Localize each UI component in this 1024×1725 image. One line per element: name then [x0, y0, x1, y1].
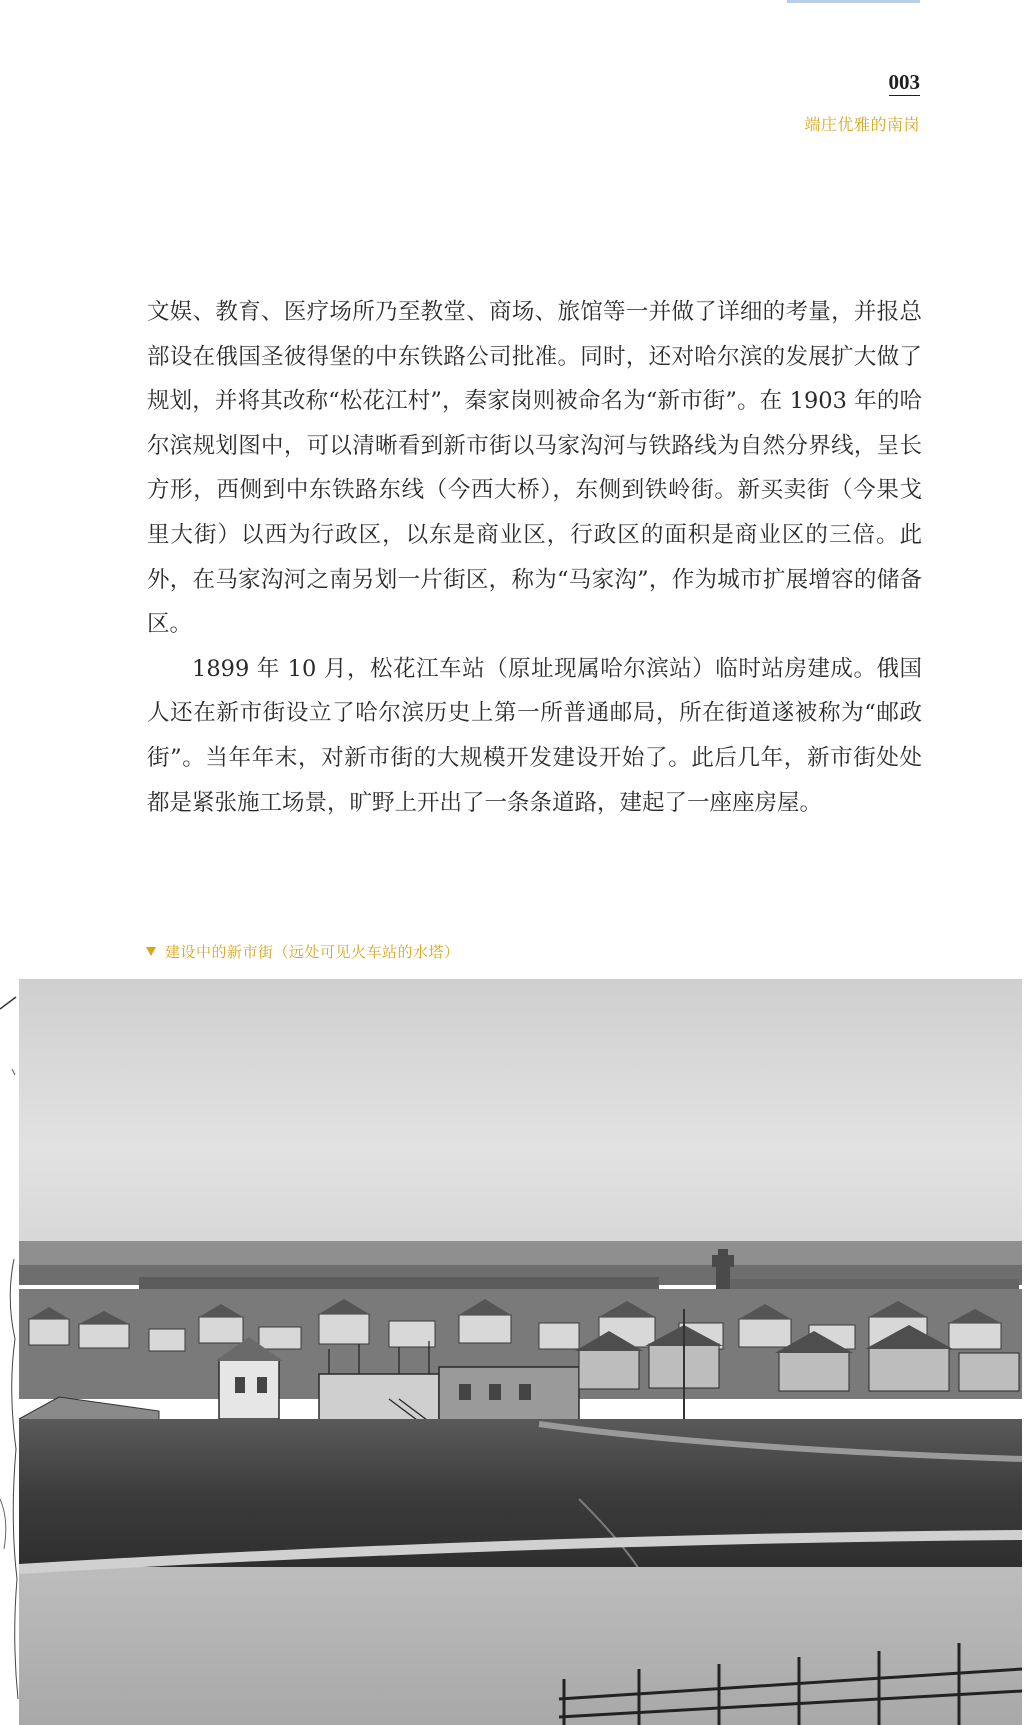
figure-caption-text: 建设中的新市街（远处可见火车站的水塔）: [165, 943, 460, 961]
figure-caption: [146, 941, 460, 962]
body-text: [147, 290, 922, 825]
paragraph-2: 1899 年 10 月，松花江车站（原址现属哈尔滨站）临时站房建成。俄国人还在新市街设立了哈尔滨历史上第一所普通邮局，所在街道遂被称为“邮政街”。当年年末，对新市街的大规模开发建设开始了。此后几年，新市街处处都是紧张施工场景，旷野上开出了一条条道路，建起了一座座房屋。: [147, 655, 922, 816]
sky: [19, 979, 1022, 1259]
paragraph-1: 文娱、教育、医疗场所乃至教堂、商场、旅馆等一并做了详细的考量，并报总部设在俄国圣彼得堡的中东铁路公司批准。同时，还对哈尔滨的发展扩大做了规划，并将其改称“松花江村”，秦家岗则被命名为“新市街”。在 1903 年的哈尔滨规划图中，可以清晰看到新市街以马家沟河与铁路线为自然分界线，呈长方形，西侧到中东铁路东线（今西大桥），东侧到铁岭街。新买卖街（今果戈里大街）以西为行政区，以东是商业区，行政区的面积是商业区的三倍。此外，在马家沟河之南另划一片街区，称为“马家沟”，作为城市扩展增容的储备区。: [147, 299, 922, 638]
historic-photo-xinshijie: [19, 979, 1022, 1725]
top-edge-tab: [787, 0, 920, 3]
page-edge-artifact: [0, 979, 19, 1725]
page-number: 003: [888, 70, 920, 94]
road: [19, 1567, 1022, 1725]
photo-illustration: [19, 979, 1022, 1725]
triangle-down-icon: [146, 947, 156, 956]
section-title: 端庄优雅的南岗: [804, 115, 920, 134]
